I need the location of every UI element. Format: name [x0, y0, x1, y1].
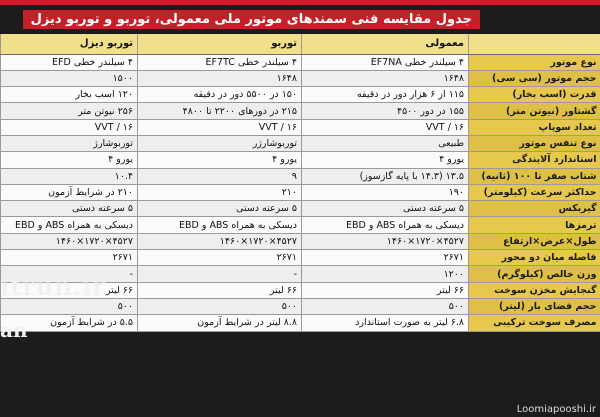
cell-turbo: ۴۵۲۷×۱۷۲۰×۱۴۶۰	[138, 233, 302, 249]
watermark-fragment: an	[0, 318, 28, 342]
cell-normal: VVT / ۱۶	[302, 119, 469, 135]
cell-normal: ۱۳.۵ (۱۴.۳ با پایه گازسوز)	[302, 168, 469, 184]
row-label: مصرف سوخت ترکیبی	[469, 315, 600, 331]
cell-normal: ۱۹۰	[302, 184, 469, 200]
table-row	[1, 70, 600, 86]
row-label: گشتاور (نیوتن متر)	[469, 103, 600, 119]
cell-turbo-diesel: ۱۵۰۰	[1, 70, 138, 86]
cell-turbo: یورو ۴	[138, 152, 302, 168]
row-label: طول×عرض×ارتفاع	[469, 233, 600, 249]
cell-turbo: ۹	[138, 168, 302, 184]
table-row	[1, 119, 600, 135]
cell-turbo-diesel: ۴ سیلندر خطی EFD	[1, 54, 138, 70]
cell-turbo: ۶۶ لیتر	[138, 282, 302, 298]
table-row	[1, 233, 600, 249]
cell-turbo: توربوشارژر	[138, 135, 302, 151]
footer-site-name: Loomiapooshi.ir	[516, 404, 596, 415]
table-row	[1, 54, 600, 70]
page-title: جدول مقایسه فنی سمندهای موتور ملی معمولی، توربو و توربو دیزل	[23, 10, 480, 29]
cell-turbo-diesel: ۲۶۷۱	[1, 250, 138, 266]
header-normal: معمولی	[302, 34, 469, 54]
cell-turbo-diesel: توربوشارژ	[1, 135, 138, 151]
cell-turbo-diesel: ۵۰۰	[1, 298, 138, 314]
cell-normal: دیسکی به همراه ABS و EBD	[302, 217, 469, 233]
cell-turbo: ۱۵۰ در ۵۵۰۰ دور در دقیقه	[138, 87, 302, 103]
cell-turbo: ۲۱۵ در دورهای ۲۲۰۰ تا ۴۸۰۰	[138, 103, 302, 119]
cell-normal: ۵۰۰	[302, 298, 469, 314]
cell-normal: ۲۶۷۱	[302, 250, 469, 266]
cell-turbo: دیسکی به همراه ABS و EBD	[138, 217, 302, 233]
row-label: حجم موتور (سی سی)	[469, 70, 600, 86]
cell-turbo-diesel: ۵ سرعته دستی	[1, 201, 138, 217]
cell-normal: طبیعی	[302, 135, 469, 151]
table-row	[1, 315, 600, 331]
table-row	[1, 201, 600, 217]
cell-turbo-diesel: ۲۱۰ در شرایط آزمون	[1, 184, 138, 200]
table-row	[1, 152, 600, 168]
cell-normal: ۵ سرعته دستی	[302, 201, 469, 217]
cell-turbo: ۵ سرعته دستی	[138, 201, 302, 217]
cell-normal: ۱۱۵ از ۶ هزار دور در دقیقه	[302, 87, 469, 103]
table-row	[1, 103, 600, 119]
cell-turbo-diesel: ۱۰.۴	[1, 168, 138, 184]
cell-normal: ۴ سیلندر خطی EF7NA	[302, 54, 469, 70]
cell-turbo-diesel: -	[1, 266, 138, 282]
table-row	[1, 87, 600, 103]
cell-turbo: ۴ سیلندر خطی EF7TC	[138, 54, 302, 70]
cell-turbo: -	[138, 266, 302, 282]
row-label: وزن خالص (کیلوگرم)	[469, 266, 600, 282]
cell-turbo: ۸.۸ لیتر در شرایط آزمون	[138, 315, 302, 331]
cell-normal: ۶.۸ لیتر به صورت استاندارد	[302, 315, 469, 331]
table-row	[1, 135, 600, 151]
row-label: گنجایش مخزن سوخت	[469, 282, 600, 298]
row-label: حداکثر سرعت (کیلومتر)	[469, 184, 600, 200]
cell-normal: ۶۶ لیتر	[302, 282, 469, 298]
cell-turbo-diesel: ۵.۵ در شرایط آزمون	[1, 315, 138, 331]
cell-normal: یورو ۴	[302, 152, 469, 168]
cell-normal: ۴۵۲۷×۱۷۲۰×۱۴۶۰	[302, 233, 469, 249]
cell-normal: ۱۲۰۰	[302, 266, 469, 282]
row-label: نوع موتور	[469, 54, 600, 70]
table-row	[1, 217, 600, 233]
header-turbo: توربو	[138, 34, 302, 54]
row-label: شتاب صفر تا ۱۰۰ (ثانیه)	[469, 168, 600, 184]
table-header-row	[1, 34, 600, 54]
cell-turbo-diesel: ۴۵۲۷×۱۷۲۰×۱۴۶۰	[1, 233, 138, 249]
row-label: استاندارد آلایندگی	[469, 152, 600, 168]
cell-turbo-diesel: ۶۶ لیتر	[1, 282, 138, 298]
table-row	[1, 250, 600, 266]
row-label: ترمزها	[469, 217, 600, 233]
cell-turbo-diesel: ۲۵۶ نیوتن متر	[1, 103, 138, 119]
row-label: تعداد سوپاپ	[469, 119, 600, 135]
table-row	[1, 184, 600, 200]
cell-turbo-diesel: ۱۲۰ اسب بخار	[1, 87, 138, 103]
cell-normal: ۱۶۴۸	[302, 70, 469, 86]
row-label: گیربکس	[469, 201, 600, 217]
row-label: فاصله میان دو محور	[469, 250, 600, 266]
title-bar	[0, 0, 600, 32]
cell-turbo-diesel: VVT / ۱۶	[1, 119, 138, 135]
cell-turbo: ۲۱۰	[138, 184, 302, 200]
table-row	[1, 168, 600, 184]
cell-turbo-diesel: دیسکی به همراه ABS و EBD	[1, 217, 138, 233]
row-label: نوع تنفس موتور	[469, 135, 600, 151]
cell-normal: ۱۵۵ در دور ۴۵۰۰	[302, 103, 469, 119]
row-label: قدرت (اسب بخار)	[469, 87, 600, 103]
cell-turbo-diesel: یورو ۴	[1, 152, 138, 168]
cell-turbo: VVT / ۱۶	[138, 119, 302, 135]
header-turbo-diesel: توربو دیزل	[1, 34, 138, 54]
cell-turbo: ۲۶۷۱	[138, 250, 302, 266]
header-spec	[469, 34, 600, 54]
row-label: حجم فضای بار (لیتر)	[469, 298, 600, 314]
cell-turbo: ۱۶۴۸	[138, 70, 302, 86]
cell-turbo: ۵۰۰	[138, 298, 302, 314]
watermark-site: itrun.ir	[0, 272, 106, 301]
